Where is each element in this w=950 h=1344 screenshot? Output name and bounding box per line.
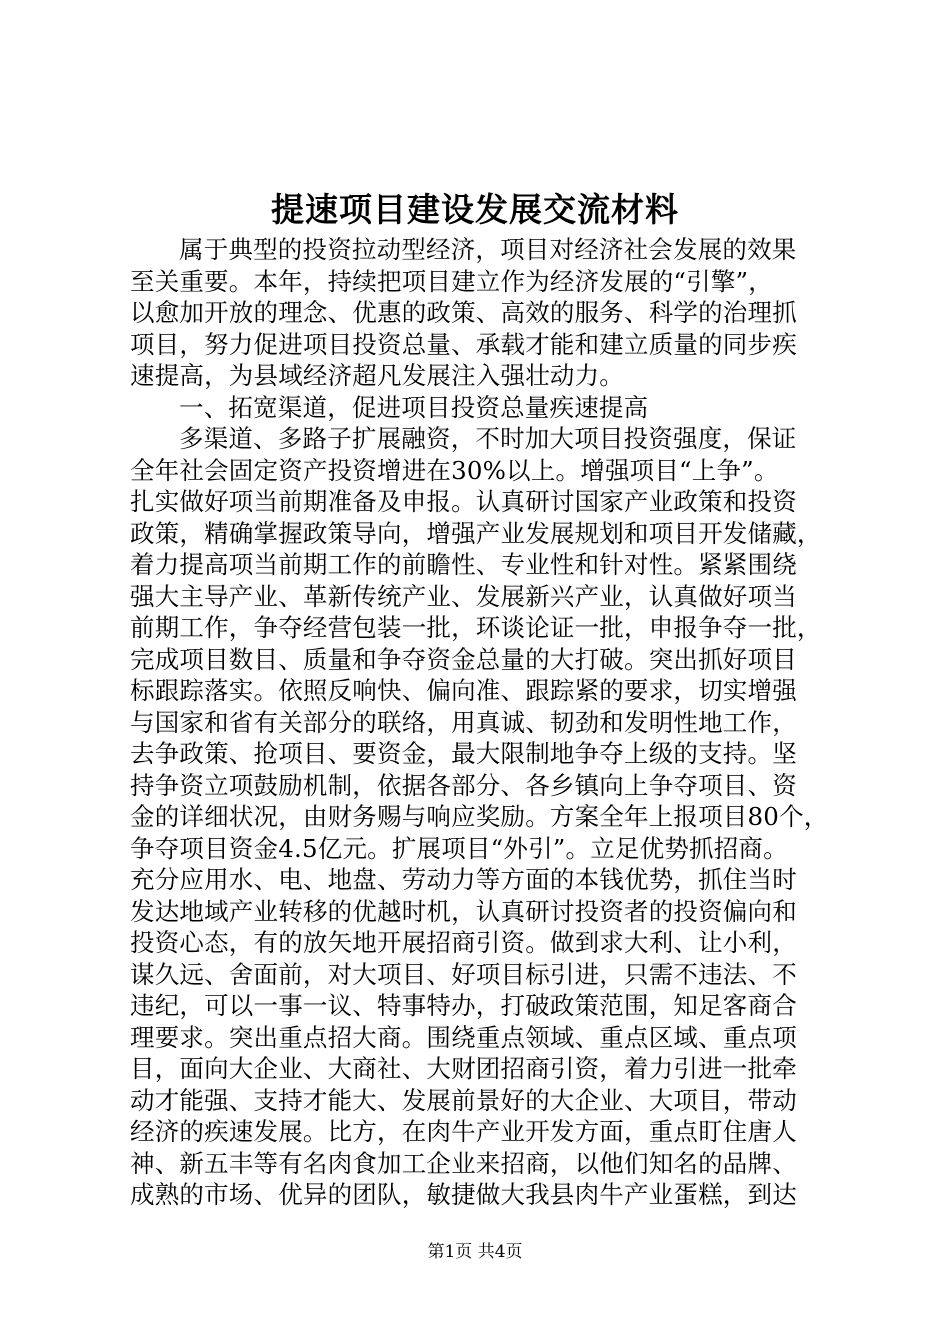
text-line: 完成项目数目、质量和争夺资金总量的大打破。突出抓好项目 (130, 644, 797, 674)
text-line: 一、拓宽渠道，促进项目投资总量疾速提高 (179, 392, 649, 422)
text-line: 充分应用水、电、地盘、劳动力等方面的本钱优势，抓住当时 (130, 865, 797, 894)
text-line: 经济的疾速发展。比方，在肉牛产业开发方面，重点盯住唐人 (130, 1117, 797, 1146)
text-line: 全年社会固定资产投资增进在30%以上。增强项目“上争”。 (130, 455, 779, 485)
text-line: 投资心态，有的放矢地开展招商引资。做到求大利、让小利， (130, 928, 797, 957)
text-line: 速提高，为县域经济超凡发展注入强壮动力。 (130, 361, 624, 390)
text-line: 金的详细状况，由财务赐与响应奖励。方案全年上报项目80个， (130, 802, 829, 831)
text-line: 至关重要。本年，持续把项目建立作为经济发展的“引擎”， (130, 266, 773, 296)
text-line: 以愈加开放的理念、优惠的政策、高效的服务、科学的治理抓 (130, 298, 797, 327)
text-line: 着力提高项当前期工作的前瞻性、专业性和针对性。紧紧围绕 (130, 550, 797, 579)
text-line: 谋久远、舍面前，对大项目、好项目标引进，只需不违法、不 (130, 959, 797, 989)
text-line: 理要求。突出重点招大商。围绕重点领域、重点区域、重点项 (130, 1022, 797, 1052)
document-title: 提速项目建设发展交流材料 (271, 190, 679, 229)
text-line: 强大主导产业、革新传统产业、发展新兴产业，认真做好项当 (130, 581, 797, 611)
text-line: 与国家和省有关部分的联络，用真诚、韧劲和发明性地工作， (130, 707, 797, 737)
text-line: 动才能强、支持才能大、发展前景好的大企业、大项目，带动 (130, 1085, 797, 1115)
text-line: 神、新五丰等有名肉食加工企业来招商，以他们知名的品牌、 (130, 1148, 797, 1178)
text-line: 目，面向大企业、大商社、大财团招商引资，着力引进一批牵 (130, 1054, 797, 1083)
document-body (130, 234, 830, 1211)
text-line: 去争政策、抢项目、要资金，最大限制地争夺上级的支持。坚 (130, 739, 797, 768)
text-line: 属于典型的投资拉动型经济，项目对经济社会发展的效果 (179, 235, 797, 264)
page-footer: 第1页 共4页 (427, 1242, 523, 1262)
text-line: 持争资立项鼓励机制，依据各部分、各乡镇向上争夺项目、资 (130, 770, 797, 800)
text-line: 政策，精确掌握政策导向，增强产业发展规划和项目开发储藏， (130, 518, 822, 548)
text-line: 违纪，可以一事一议、特事特办，打破政策范围，知足客商合 (130, 991, 797, 1020)
text-line: 项目，努力促进项目投资总量、承载才能和建立质量的同步疾 (130, 329, 797, 359)
text-line: 前期工作，争夺经营包装一批，环谈论证一批，申报争夺一批， (130, 613, 822, 642)
text-line: 标跟踪落实。依照反响快、偏向准、跟踪紧的要求，切实增强 (130, 676, 797, 705)
text-line: 多渠道、多路子扩展融资，不时加大项目投资强度，保证 (179, 424, 797, 453)
text-line: 扎实做好项当前期准备及申报。认真研讨国家产业政策和投资 (130, 487, 797, 516)
text-line: 争夺项目资金4.5亿元。扩展项目“外引”。立足优势抓招商。 (130, 833, 788, 863)
text-line: 发达地域产业转移的优越时机，认真研讨投资者的投资偏向和 (130, 896, 797, 926)
text-line: 成熟的市场、优异的团队，敏捷做大我县肉牛产业蛋糕，到达 (130, 1180, 797, 1209)
